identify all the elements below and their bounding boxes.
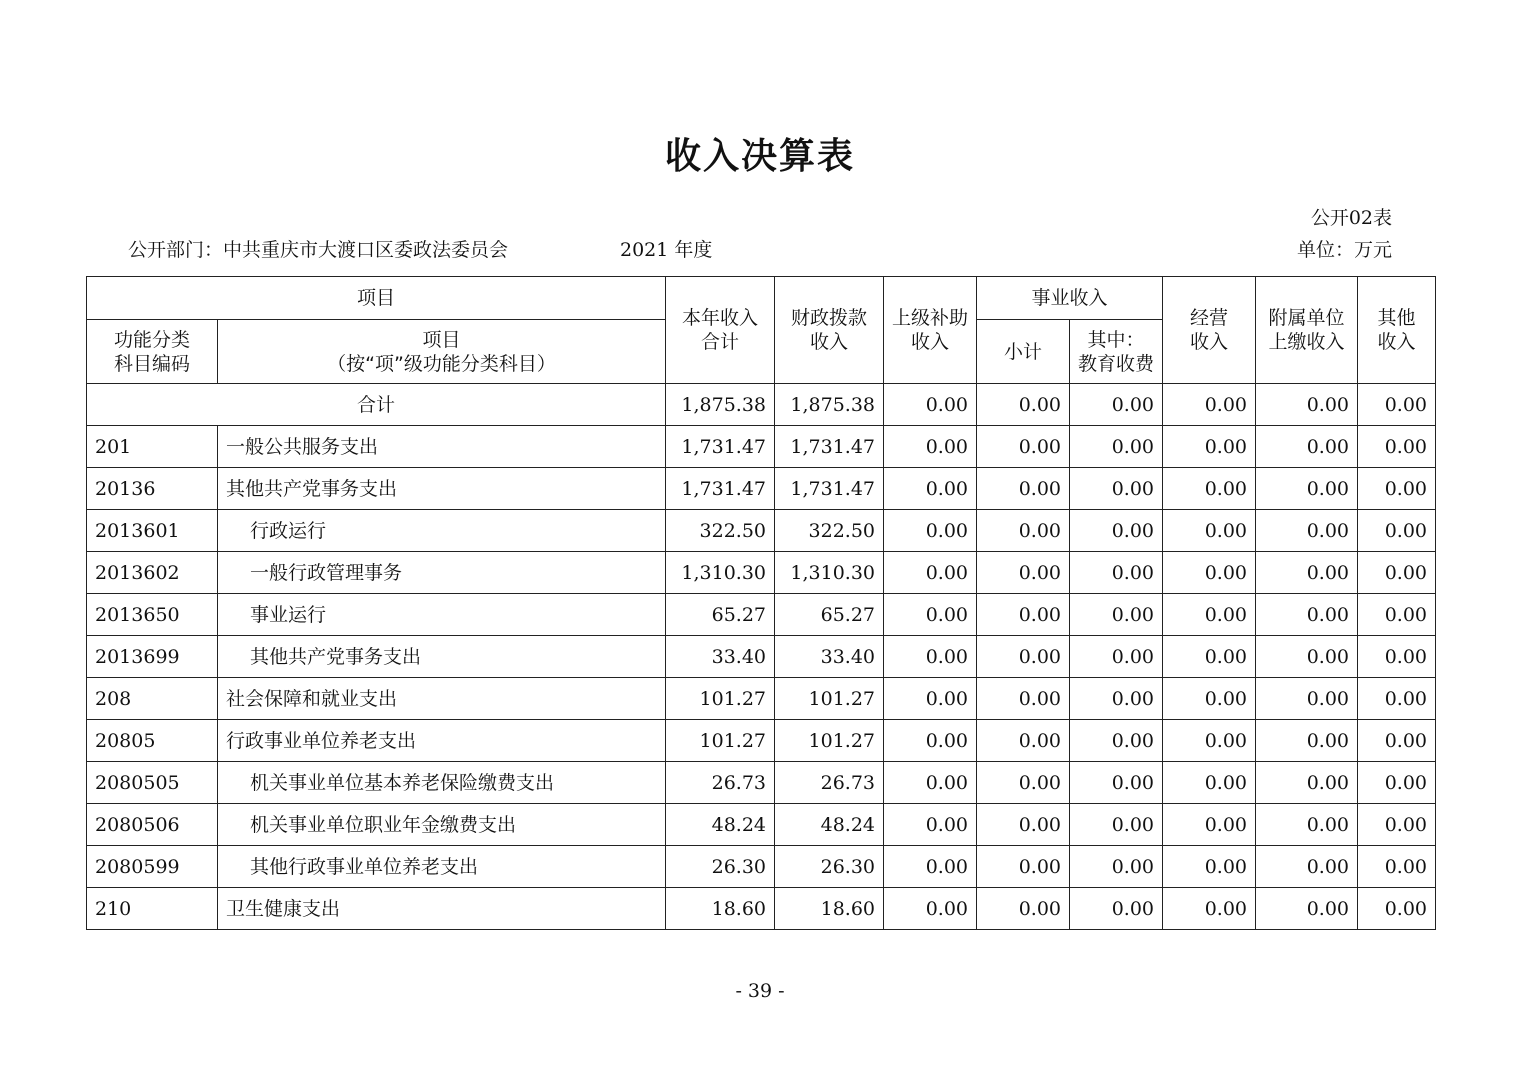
table-body	[87, 384, 1436, 930]
cell-value: 0.00	[977, 594, 1070, 636]
cell-value: 0.00	[1070, 594, 1163, 636]
cell-value: 0.00	[977, 720, 1070, 762]
cell-value: 0.00	[1256, 468, 1358, 510]
header-total: 本年收入 合计	[666, 277, 775, 384]
cell-value: 0.00	[1070, 552, 1163, 594]
page-number: - 39 -	[735, 980, 785, 1002]
cell-value: 0.00	[1256, 804, 1358, 846]
cell-value: 0.00	[1256, 720, 1358, 762]
cell-value: 0.00	[1070, 636, 1163, 678]
cell-value: 1,731.47	[666, 426, 775, 468]
cell-value: 0.00	[1070, 720, 1163, 762]
table-row	[87, 468, 1436, 510]
cell-value: 0.00	[1163, 552, 1256, 594]
cell-value: 0.00	[1358, 762, 1436, 804]
cell-value: 1,310.30	[775, 552, 884, 594]
header-superior: 上级补助 收入	[884, 277, 977, 384]
subject-code: 208	[87, 678, 218, 720]
cell-value: 0.00	[1070, 468, 1163, 510]
cell-value: 0.00	[1163, 468, 1256, 510]
cell-value: 0.00	[977, 510, 1070, 552]
cell-value: 18.60	[775, 888, 884, 930]
cell-value: 0.00	[977, 636, 1070, 678]
cell-value: 0.00	[977, 762, 1070, 804]
subject-name: 机关事业单位基本养老保险缴费支出	[218, 762, 666, 804]
cell-value: 0.00	[1163, 678, 1256, 720]
cell-value: 0.00	[1070, 384, 1163, 426]
cell-value: 0.00	[884, 762, 977, 804]
income-table	[86, 276, 1436, 930]
cell-value: 101.27	[775, 720, 884, 762]
cell-value: 0.00	[1163, 384, 1256, 426]
subject-name: 社会保障和就业支出	[218, 678, 666, 720]
subject-code: 2080505	[87, 762, 218, 804]
subject-name: 一般公共服务支出	[218, 426, 666, 468]
subject-name: 其他共产党事务支出	[218, 468, 666, 510]
cell-value: 26.73	[666, 762, 775, 804]
table-row	[87, 720, 1436, 762]
total-row	[87, 384, 1436, 426]
header-edu: 其中： 教育收费	[1070, 320, 1163, 384]
cell-value: 0.00	[1358, 468, 1436, 510]
subject-name: 一般行政管理事务	[218, 552, 666, 594]
cell-value: 1,731.47	[775, 426, 884, 468]
subject-name: 其他共产党事务支出	[218, 636, 666, 678]
table-header	[87, 277, 1436, 384]
header-operating: 经营 收入	[1163, 277, 1256, 384]
cell-value: 1,310.30	[666, 552, 775, 594]
subject-name: 事业运行	[218, 594, 666, 636]
header-fiscal: 财政拨款 收入	[775, 277, 884, 384]
table-row	[87, 678, 1436, 720]
fiscal-year: 2021 年度	[620, 239, 713, 261]
cell-value: 0.00	[884, 888, 977, 930]
cell-value: 0.00	[1163, 762, 1256, 804]
cell-value: 0.00	[1070, 888, 1163, 930]
cell-value: 0.00	[1256, 888, 1358, 930]
subject-code: 2013699	[87, 636, 218, 678]
cell-value: 0.00	[1256, 384, 1358, 426]
cell-value: 0.00	[1163, 888, 1256, 930]
cell-value: 0.00	[977, 678, 1070, 720]
cell-value: 26.30	[775, 846, 884, 888]
header-code: 功能分类 科目编码	[87, 320, 218, 384]
cell-value: 0.00	[884, 636, 977, 678]
cell-value: 0.00	[1163, 720, 1256, 762]
cell-value: 0.00	[884, 426, 977, 468]
cell-value: 0.00	[1358, 426, 1436, 468]
cell-value: 26.30	[666, 846, 775, 888]
cell-value: 0.00	[1358, 678, 1436, 720]
subject-code: 2080599	[87, 846, 218, 888]
header-project-group: 项目	[87, 277, 666, 320]
page-title: 收入决算表	[664, 136, 855, 177]
cell-value: 0.00	[884, 594, 977, 636]
cell-value: 0.00	[1163, 594, 1256, 636]
cell-value: 0.00	[884, 846, 977, 888]
table-row	[87, 846, 1436, 888]
cell-value: 0.00	[1358, 594, 1436, 636]
subject-code: 210	[87, 888, 218, 930]
cell-value: 0.00	[884, 510, 977, 552]
cell-value: 0.00	[1358, 846, 1436, 888]
cell-value: 101.27	[775, 678, 884, 720]
cell-value: 18.60	[666, 888, 775, 930]
subject-code: 2080506	[87, 804, 218, 846]
subject-code: 201	[87, 426, 218, 468]
cell-value: 0.00	[1163, 846, 1256, 888]
cell-value: 0.00	[1256, 762, 1358, 804]
cell-value: 0.00	[1358, 510, 1436, 552]
cell-value: 0.00	[1070, 426, 1163, 468]
cell-value: 0.00	[1358, 804, 1436, 846]
cell-value: 0.00	[1070, 804, 1163, 846]
unit-label: 单位：万元	[1296, 239, 1392, 261]
cell-value: 0.00	[1256, 636, 1358, 678]
cell-value: 0.00	[1256, 552, 1358, 594]
subject-code: 2013650	[87, 594, 218, 636]
cell-value: 0.00	[1256, 510, 1358, 552]
cell-value: 26.73	[775, 762, 884, 804]
cell-value: 0.00	[1163, 636, 1256, 678]
subject-name: 行政事业单位养老支出	[218, 720, 666, 762]
header-name: 项目 （按“项”级功能分类科目）	[218, 320, 666, 384]
cell-value: 0.00	[1163, 426, 1256, 468]
cell-value: 0.00	[884, 678, 977, 720]
cell-value: 0.00	[1070, 510, 1163, 552]
form-number: 公开02表	[1310, 207, 1392, 229]
table-row	[87, 552, 1436, 594]
cell-value: 0.00	[884, 384, 977, 426]
cell-value: 0.00	[1358, 552, 1436, 594]
subject-name: 行政运行	[218, 510, 666, 552]
table-row	[87, 888, 1436, 930]
table-row	[87, 426, 1436, 468]
cell-value: 0.00	[1256, 594, 1358, 636]
subject-code: 2013602	[87, 552, 218, 594]
cell-value: 0.00	[977, 426, 1070, 468]
department-label: 公开部门：中共重庆市大渡口区委政法委员会	[128, 239, 509, 261]
cell-value: 0.00	[977, 552, 1070, 594]
cell-value: 33.40	[666, 636, 775, 678]
cell-value: 0.00	[884, 720, 977, 762]
cell-value: 0.00	[1358, 636, 1436, 678]
header-affiliate: 附属单位 上缴收入	[1256, 277, 1358, 384]
total-label: 合计	[87, 384, 666, 426]
cell-value: 0.00	[1358, 720, 1436, 762]
cell-value: 0.00	[1070, 678, 1163, 720]
cell-value: 0.00	[977, 804, 1070, 846]
cell-value: 48.24	[666, 804, 775, 846]
cell-value: 0.00	[1163, 510, 1256, 552]
cell-value: 0.00	[977, 846, 1070, 888]
cell-value: 322.50	[775, 510, 884, 552]
cell-value: 101.27	[666, 678, 775, 720]
cell-value: 0.00	[1070, 846, 1163, 888]
cell-value: 101.27	[666, 720, 775, 762]
cell-value: 0.00	[1256, 426, 1358, 468]
cell-value: 0.00	[1256, 846, 1358, 888]
subject-code: 20805	[87, 720, 218, 762]
subject-name: 机关事业单位职业年金缴费支出	[218, 804, 666, 846]
cell-value: 0.00	[1358, 888, 1436, 930]
header-subtotal: 小计	[977, 320, 1070, 384]
cell-value: 0.00	[1256, 678, 1358, 720]
cell-value: 1,731.47	[666, 468, 775, 510]
cell-value: 1,731.47	[775, 468, 884, 510]
table-row	[87, 594, 1436, 636]
cell-value: 0.00	[977, 384, 1070, 426]
cell-value: 0.00	[1070, 762, 1163, 804]
cell-value: 0.00	[884, 804, 977, 846]
subject-name: 卫生健康支出	[218, 888, 666, 930]
cell-value: 65.27	[775, 594, 884, 636]
subject-code: 2013601	[87, 510, 218, 552]
cell-value: 0.00	[977, 468, 1070, 510]
header-other: 其他 收入	[1358, 277, 1436, 384]
cell-value: 1,875.38	[775, 384, 884, 426]
cell-value: 0.00	[884, 468, 977, 510]
table-row	[87, 804, 1436, 846]
cell-value: 322.50	[666, 510, 775, 552]
subject-name: 其他行政事业单位养老支出	[218, 846, 666, 888]
cell-value: 33.40	[775, 636, 884, 678]
table-row	[87, 510, 1436, 552]
cell-value: 1,875.38	[666, 384, 775, 426]
cell-value: 0.00	[1358, 384, 1436, 426]
cell-value: 0.00	[977, 888, 1070, 930]
cell-value: 0.00	[884, 552, 977, 594]
cell-value: 0.00	[1163, 804, 1256, 846]
subject-code: 20136	[87, 468, 218, 510]
table-row	[87, 762, 1436, 804]
header-business-group: 事业收入	[977, 277, 1163, 320]
table-row	[87, 636, 1436, 678]
cell-value: 65.27	[666, 594, 775, 636]
cell-value: 48.24	[775, 804, 884, 846]
